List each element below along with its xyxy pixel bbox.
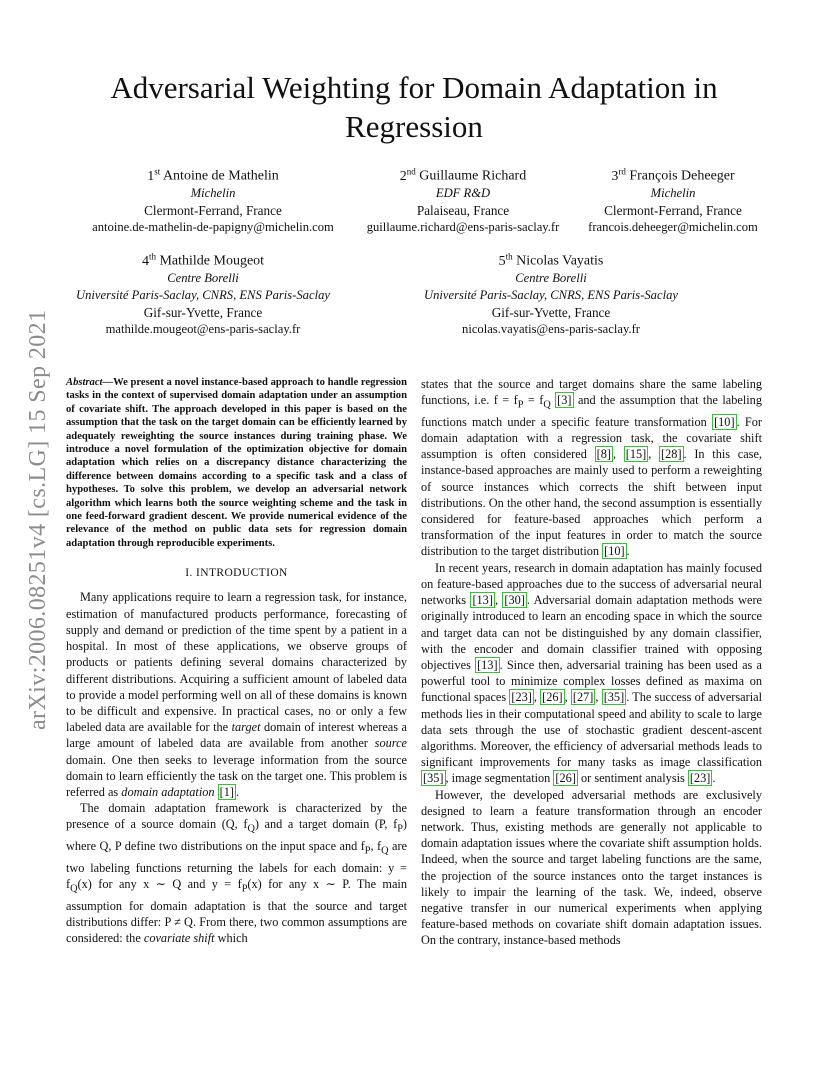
author-block-5 (405, 248, 697, 338)
intro-paragraph-1: Many applications require to learn a regression task, for instance, estimation of manufactured products performance, forecasting of supply and demand or prediction of the time spent by a patient in a hospital. In most of these applications, we observe groups of products or patients defining several domains characterized by different distributions. Acquiring a sufficient amount of labeled data to provide a model performing well on all of these domains is known to be difficult and expensive. In practical cases, no or only a few labeled data are available for the target domain of interest whereas a large amount of labeled data are available from another source domain. One then seeks to leverage information from the source domain to learn efficiently the task on the target one. This problem is referred as domain adaptation [1] . (66, 590, 407, 799)
citation-link[interactable]: [35] (603, 690, 625, 705)
author-location: Gif-sur-Yvette, France (143, 304, 263, 320)
author-block-4 (60, 248, 346, 338)
citation-link[interactable]: [3] (557, 393, 572, 408)
abstract: Abstract—We present a novel instance-based approach to handle regression tasks in the context of supervised domain adaptation under an assumption of covariate shift. The approach developed in this paper is based on the assumption that the task on the target domain can be efficiently learned by adequately reweighting the source instances during training phase. We introduce a novel formulation of the optimization objective for domain adaptation which relies on a discrepancy distance characterizing the difference between domains according to a specific task and a class of hypotheses. To solve this problem, we develop an adversarial network algorithm which learns both the source weighting scheme and the task in one feed-forward gradient descent. We provide numerical evidence of the relevance of the method on public data sets for regression domain adaptation through reproducible experiments. (66, 377, 407, 549)
author-affiliation: Centre Borelli (515, 270, 587, 285)
author-location: Gif-sur-Yvette, France (491, 304, 611, 320)
author-ordinal: 3rd (611, 166, 626, 184)
author-institution: Université Paris-Saclay, CNRS, ENS Paris-Saclay (76, 287, 330, 302)
author-name: 4th Mathilde Mougeot (141, 251, 265, 269)
author-location: Clermont-Ferrand, France (144, 202, 282, 218)
citation-link[interactable]: [35] (423, 771, 444, 786)
section-heading-introduction: I. INTRODUCTION (185, 567, 288, 580)
author-location: Palaiseau, France (416, 202, 510, 218)
right-paragraph-3: However, the developed adversarial methods are exclusively designed to learn a feature transformation through an encoder network. Thus, existing methods are generally not applicable to domain adaptation issues where the covariate shift assumption holds. Indeed, when the source and target labeling functions are the same, the projection of the source instances onto the target instances is likely to impair the learning of the task. We, indeed, observe negative transfer in our numerical experiments when applying feature-based methods on covariate shift domain adaptation issues. On the contrary, instance-based methods (421, 787, 762, 948)
author-ordinal: 5th (498, 251, 513, 269)
right-paragraph-2: In recent years, research in domain adaptation has mainly focused on feature-based approaches due to the success of adversarial neural networks [13] , [30] . Adversarial domain adaptation methods were originally introduced to learn an encoding space in which the source and target data can not be distinguished by any domain classifier, with the encoder and domain classifier trained with opposing objectives [13] . Since then, adversarial training has been used as a powerful tool to minimize complex losses defined as maxima on functional spaces [23] , [26] , [27] , [35] . The success of adversarial methods lies in their computational speed and ability to scale to large data sets through the use of stochastic gradient descent-ascent algorithms. Moreover, the efficiency of adversarial methods leads to significant improvements for many tasks as image classification [35] , image segmentation [26] or sentiment analysis [23] . (421, 560, 762, 786)
author-affiliation: Centre Borelli (167, 270, 239, 285)
author-name: 2nd Guillaume Richard (399, 166, 527, 184)
citation-link[interactable]: [23] (689, 771, 711, 786)
author-email: francois.deheeger@michelin.com (588, 219, 758, 234)
author-name: 1st Antoine de Mathelin (147, 166, 279, 184)
citation-link[interactable]: [26] (542, 690, 563, 705)
author-ordinal: 2nd (399, 166, 416, 184)
author-ordinal: 1st (147, 166, 161, 184)
intro-paragraph-2: The domain adaptation framework is characterized by the presence of a source domain (Q, $f_Q$) and a target domain (P, $f_P$) where Q, P define two distributions on the input space and $f_P$, $f_Q$ are two labeling functions returning the labels for each domain: $y = f_Q(x)$ for any x ∼ Q and $y = f_P(x)$ for any x ∼ P. The main assumption for domain adaptation is that the source and target distributions differ: P ≠ Q. From there, two common assumptions are considered: the covariate shift which (66, 801, 408, 945)
citation-link[interactable]: [30] (504, 593, 525, 608)
author-affiliation: Michelin (190, 185, 236, 200)
citation-link[interactable]: [10] (714, 414, 735, 429)
author-block-1 (80, 163, 346, 236)
author-affiliation: Michelin (650, 185, 696, 200)
author-name: 5th Nicolas Vayatis (498, 251, 604, 269)
citation-link[interactable]: [13] (472, 593, 493, 608)
author-email: guillaume.richard@ens-paris-saclay.fr (366, 219, 560, 234)
author-ordinal: 4th (141, 251, 156, 269)
citation-link[interactable]: [15] (625, 447, 647, 462)
author-affiliation: EDF R&D (435, 185, 491, 200)
citation-link[interactable]: [26] (555, 771, 576, 786)
right-paragraph-1: states that the source and target domains share the same labeling functions, i.e. $f = f_P = f_Q$ [3] and the assumption that the labeling functions match under a specific feature transformation [10] . For domain adaptation with a regression task, the covariate shift assumption is often considered [8] , [15] , [28] . In this case, instance-based approaches are mainly used to perform a reweighting of source instances which corrects the shift between input distributions. On the other hand, the second assumption is essentially considered for feature-based approaches which perform a transformation of the input features in order to match the source distribution to the target distribution [10] . (421, 377, 763, 559)
paper-title: Adversarial Weighting for Domain Adaptation in Regression (110, 70, 718, 144)
left-column (66, 376, 407, 946)
citation-link[interactable]: [23] (511, 690, 532, 705)
author-institution: Université Paris-Saclay, CNRS, ENS Paris-Saclay (424, 287, 678, 302)
author-email: antoine.de-mathelin-de-papigny@michelin.com (92, 219, 334, 234)
author-block-2 (356, 163, 570, 236)
author-email: mathilde.mougeot@ens-paris-saclay.fr (105, 321, 301, 336)
citation-link[interactable]: [28] (661, 447, 682, 462)
arxiv-identifier: arXiv:2006.08251v4 [cs.LG] 15 Sep 2021 (25, 309, 51, 730)
citation-link[interactable]: [1] (219, 784, 234, 799)
citation-link[interactable]: [13] (477, 657, 498, 672)
author-name: 3rd François Deheeger (611, 166, 735, 184)
citation-link[interactable]: [10] (604, 544, 625, 559)
author-location: Clermont-Ferrand, France (604, 202, 742, 218)
right-column (421, 376, 762, 949)
author-email: nicolas.vayatis@ens-paris-saclay.fr (462, 321, 640, 336)
citation-link[interactable]: [27] (572, 690, 594, 705)
citation-link[interactable]: [8] (596, 447, 611, 462)
author-block-3 (578, 163, 768, 236)
